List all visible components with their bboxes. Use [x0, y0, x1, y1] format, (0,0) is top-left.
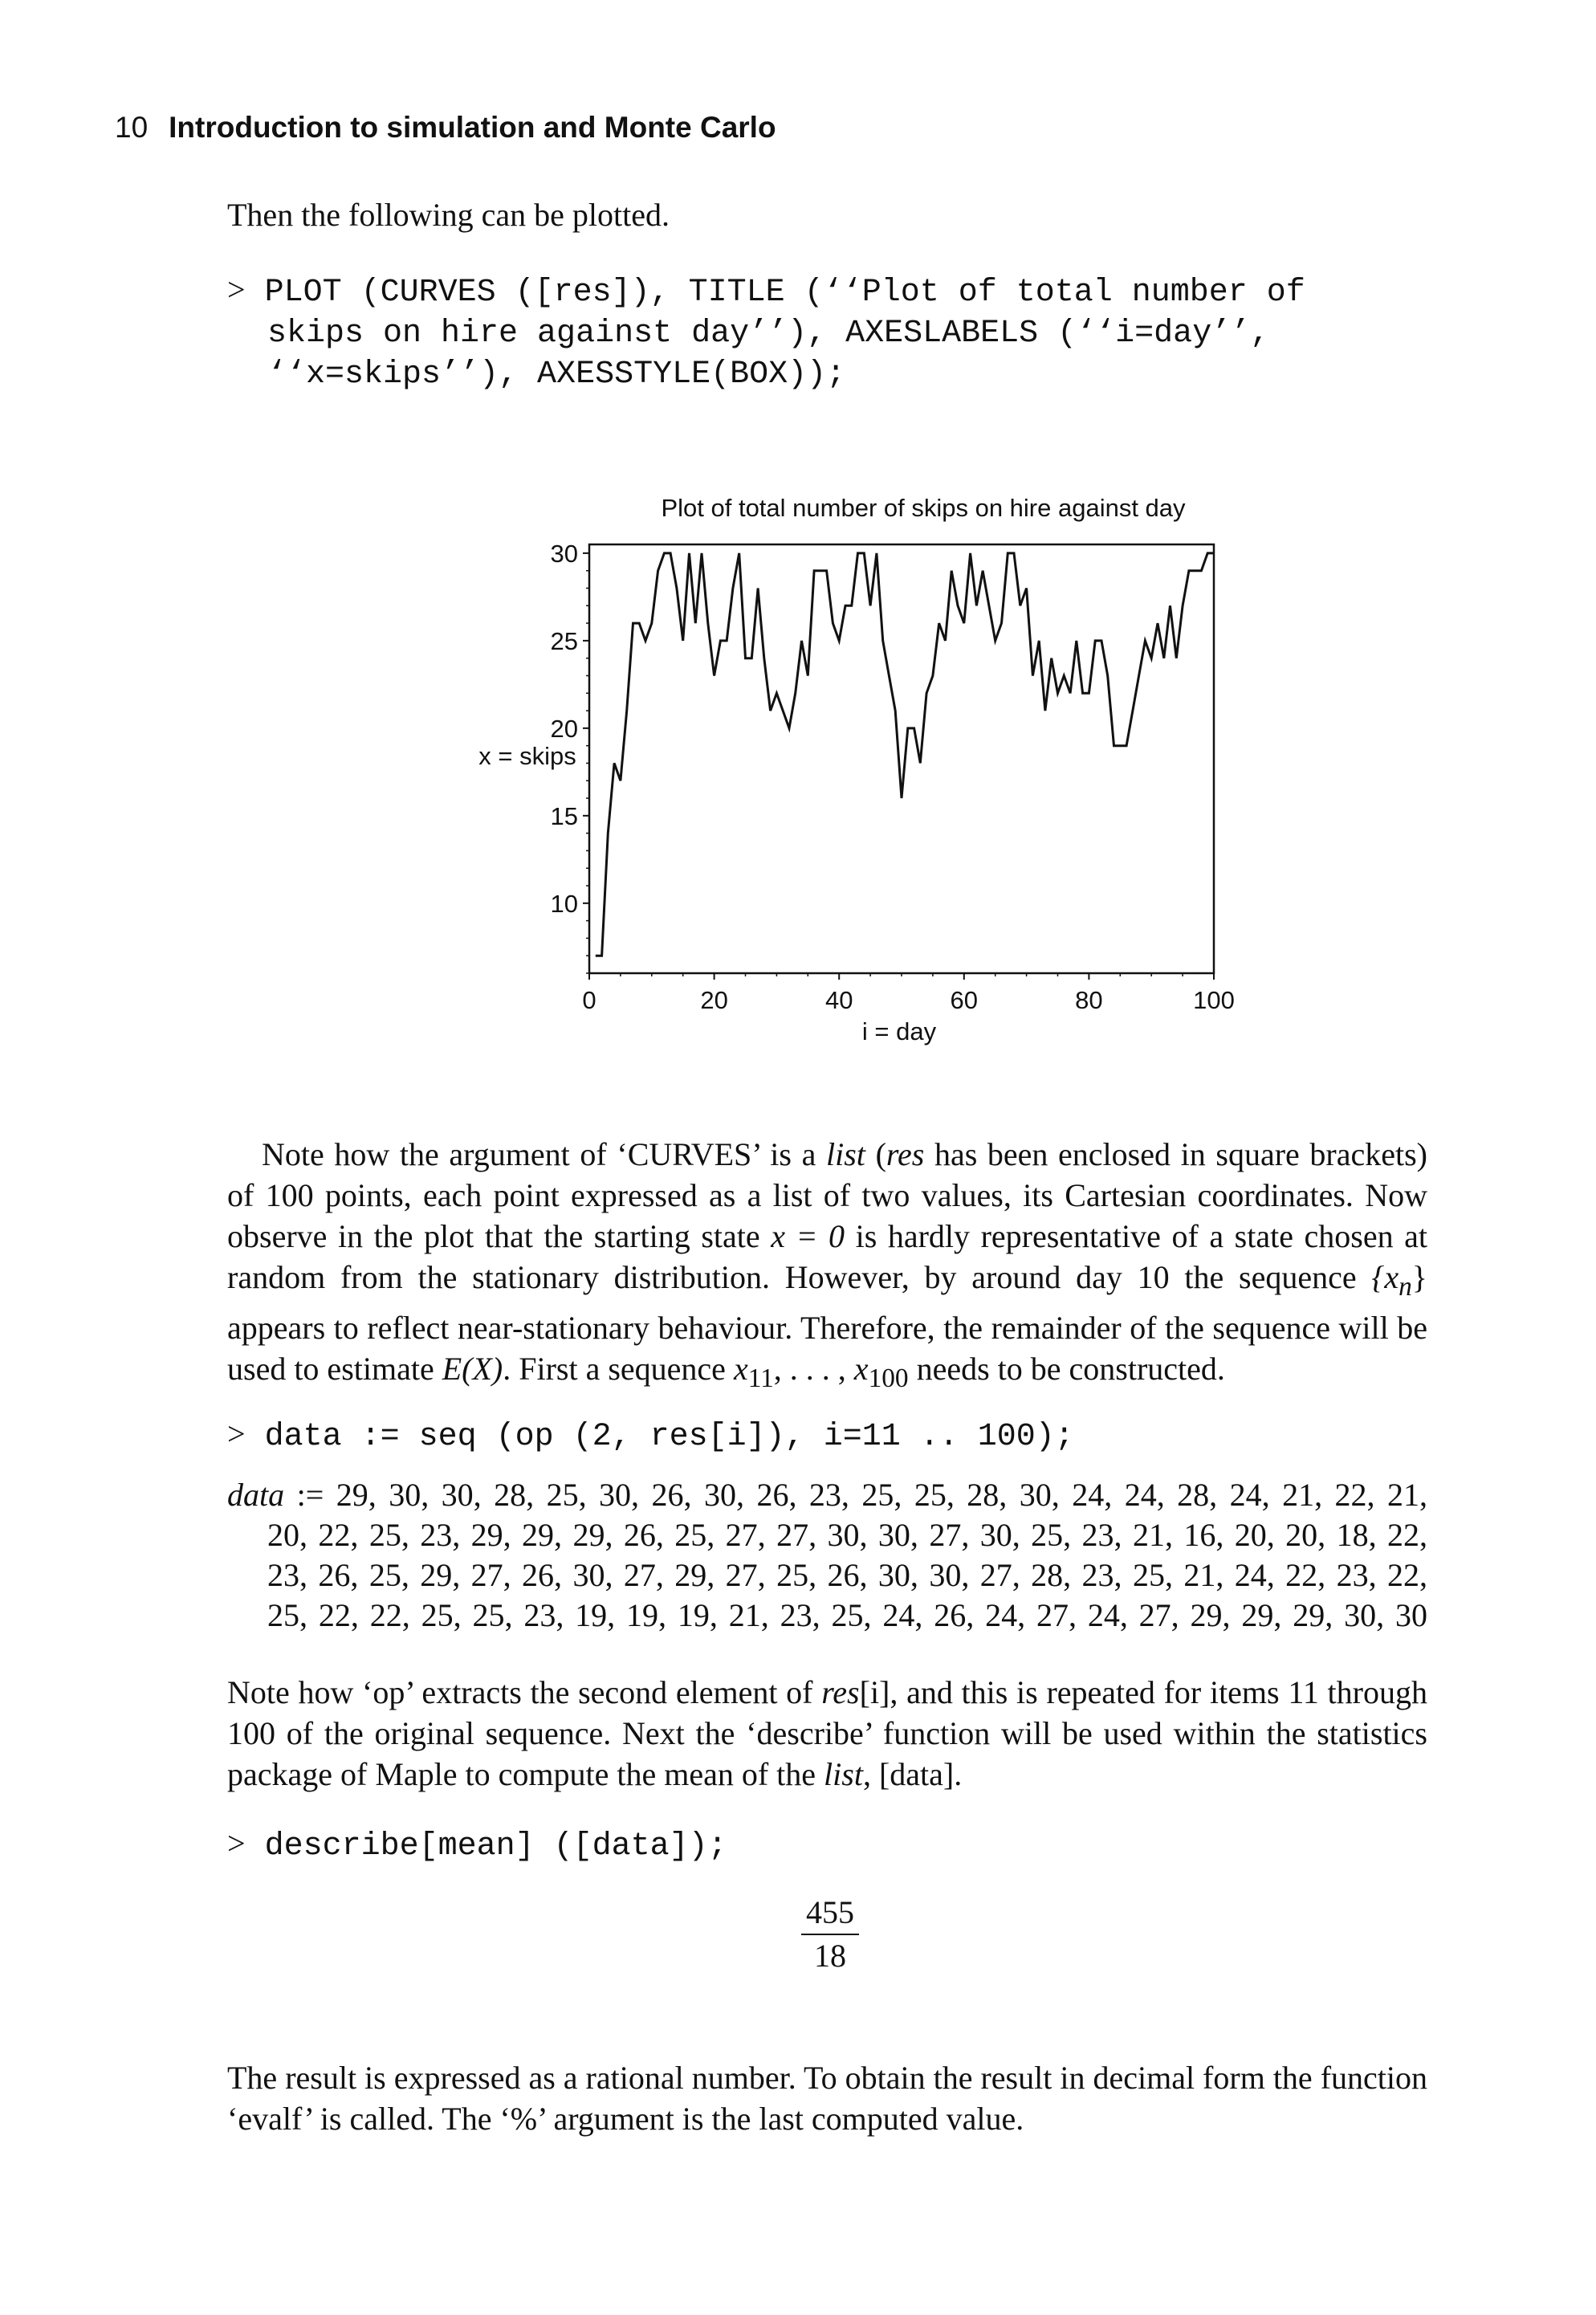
x-axis-label: i = day [861, 1017, 937, 1045]
y-tick-label: 20 [550, 714, 578, 743]
paragraph-curves: Note how the argument of ‘CURVES’ is a list (res has been enclosed in square brackets) of 100 points, each point expressed as a list of two values, its Cartesian coordinates. Now observe in the plot that the starting state x = 0 is hardly representative of a state chosen at random from the stationary distribution. However, by around day 10 the sequence $\{x_n\}$ appears to reflect near-stationary behaviour. Therefore, the remainder of the sequence will be used to estimate E(X). First a sequence $x_{11}$, . . . , $x_{100}$ needs to be constructed. [227, 1136, 1428, 1393]
plot-command-line-1: PLOT (CURVES ([res]), TITLE (‘‘Plot of total number of [264, 275, 1305, 311]
y-tick-label: 25 [550, 626, 578, 655]
series-line-res [596, 553, 1214, 956]
seq-command [227, 1413, 1074, 1457]
describe-command-text: describe[mean] ([data]); [264, 1828, 727, 1865]
plot-command [227, 269, 1305, 395]
data-output-line-3: 23, 26, 25, 29, 27, 26, 30, 27, 29, 27, 25, 26, 30, 30, 27, 28, 23, 25, 21, 24, 22, 23, 22, [267, 1557, 1427, 1593]
x-tick-label: 60 [950, 986, 979, 1014]
prompt-symbol: > [227, 271, 246, 308]
data-output-line-1: data := 29, 30, 30, 28, 25, 30, 26, 30, 26, 23, 25, 25, 28, 30, 24, 24, 28, 24, 21, 22, 21, [227, 1477, 1428, 1513]
data-output-line-2: 20, 22, 25, 23, 29, 29, 29, 26, 25, 27, 27, 30, 30, 27, 30, 25, 23, 21, 16, 20, 20, 18, 22, [267, 1517, 1427, 1553]
x-tick-label: 80 [1075, 986, 1103, 1014]
x-tick-label: 100 [1193, 986, 1235, 1014]
y-axis-label: x = skips [478, 742, 576, 770]
intro-paragraph [227, 194, 1427, 235]
x-axis-ticks [582, 973, 1234, 1014]
fraction-numerator: 455 [806, 1894, 854, 1930]
fraction-bar [801, 1934, 859, 1935]
x-tick-label: 20 [700, 986, 728, 1014]
data-output [227, 1475, 1427, 1636]
seq-command-text: data := seq (op (2, res[i]), i=11 .. 100); [264, 1419, 1074, 1455]
mean-result-fraction [801, 1895, 859, 1974]
minor-ticks [586, 571, 1183, 976]
running-head [115, 111, 776, 145]
describe-command [227, 1823, 727, 1867]
plot-box [589, 544, 1214, 973]
prompt-symbol: > [227, 1416, 246, 1452]
paragraph-result: The result is expressed as a rational number. To obtain the result in decimal form the function ‘evalf’ is called. The ‘%’ argument is the last computed value. [227, 2060, 1427, 2137]
y-tick-label: 30 [550, 539, 578, 568]
data-label: data [227, 1477, 285, 1513]
x-tick-label: 40 [824, 986, 853, 1014]
plot-command-line-2: skips on hire against day’’), AXESLABELS (‘‘i=day’’, [267, 316, 1270, 352]
paragraph-op: Note how ‘op’ extracts the second element of res[i], and this is repeated for items 11 through 100 of the original sequence. Next the ‘describe’ function will be used within the statistics package of Maple to compute the mean of the list, [data]. [227, 1674, 1427, 1792]
skips-line-chart [401, 482, 1235, 1060]
y-axis-ticks [551, 540, 589, 918]
prompt-symbol: > [227, 1825, 246, 1861]
x-tick-label: 0 [582, 986, 596, 1014]
chapter-title: Introduction to simulation and Monte Carlo [169, 111, 776, 144]
page-number: 10 [115, 111, 149, 144]
chart-title: Plot of total number of skips on hire against day [661, 494, 1186, 522]
data-output-line-4: 25, 22, 22, 25, 25, 23, 19, 19, 19, 21, 23, 25, 24, 26, 24, 27, 24, 27, 29, 29, 29, 30, 30 [267, 1597, 1427, 1633]
intro-text: Then the following can be plotted. [227, 197, 670, 233]
y-tick-label: 10 [550, 889, 578, 918]
y-tick-label: 15 [550, 801, 578, 830]
fraction-denominator: 18 [814, 1938, 846, 1974]
plot-command-line-3: ‘‘x=skips’’), AXESSTYLE(BOX)); [267, 357, 846, 393]
